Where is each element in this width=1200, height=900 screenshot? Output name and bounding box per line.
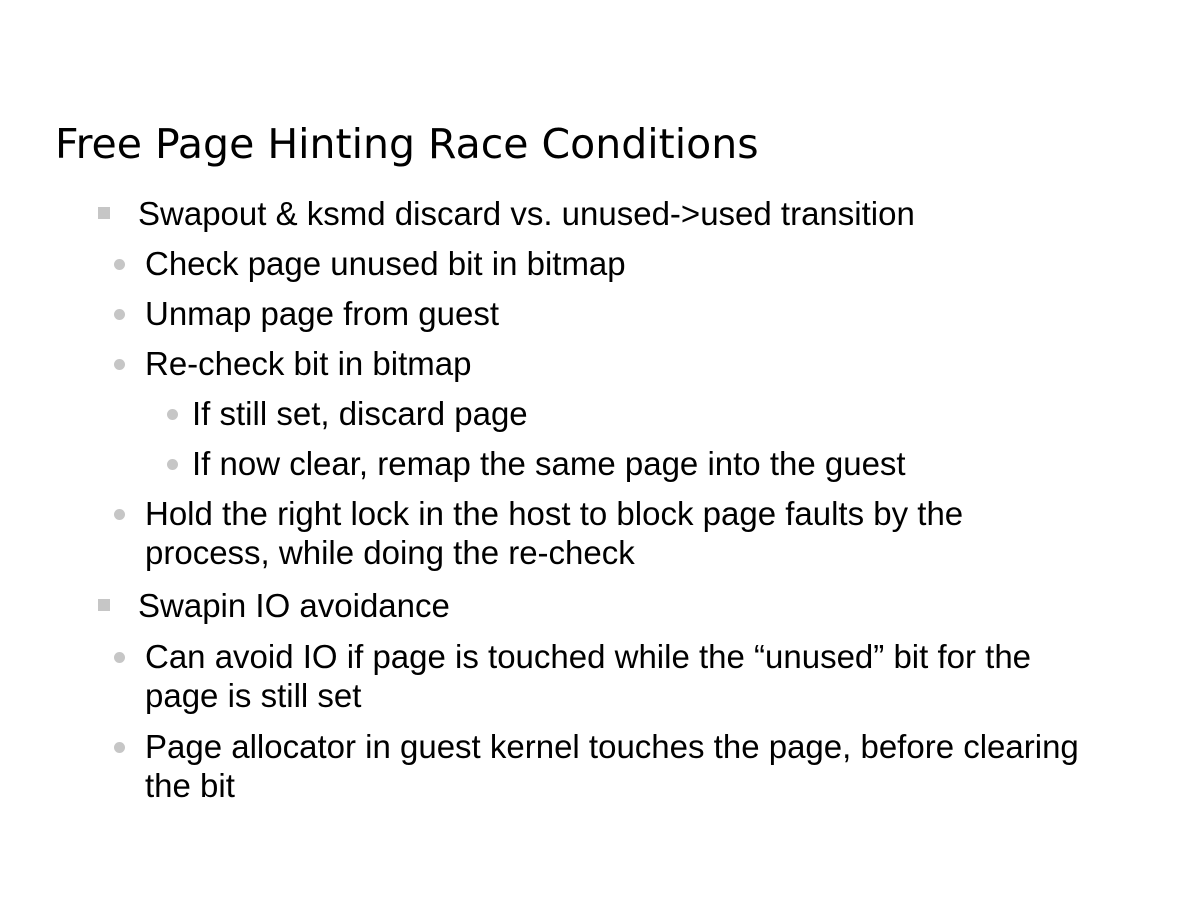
bullet-text: Hold the right lock in the host to block page faults by the process, while doing the re-check: [145, 495, 964, 571]
bullet-item: [138, 194, 1138, 233]
square-bullet-icon: [98, 599, 110, 611]
bullet-text: Page allocator in guest kernel touches the page, before clearing the bit: [145, 728, 1079, 804]
bullet-text: If still set, discard page: [192, 395, 528, 432]
bullet-item: [145, 344, 1085, 383]
bullet-item: [145, 494, 1085, 572]
bullet-item: [145, 727, 1085, 805]
slide-title: Free Page Hinting Race Conditions: [55, 120, 759, 168]
sub-bullet-item: [192, 444, 1092, 483]
bullet-item: [145, 244, 1085, 283]
bullet-text: Re-check bit in bitmap: [145, 345, 472, 382]
sub-bullet-item: [192, 394, 1092, 433]
bullet-item: [145, 637, 1085, 715]
dot-bullet-icon: [114, 259, 125, 270]
bullet-item: [145, 294, 1085, 333]
dot-bullet-icon: [114, 509, 125, 520]
bullet-text: Swapout & ksmd discard vs. unused->used transition: [138, 195, 915, 232]
bullet-text: Unmap page from guest: [145, 295, 500, 332]
dot-bullet-icon: [167, 409, 178, 420]
bullet-text: If now clear, remap the same page into the guest: [192, 445, 906, 482]
dot-bullet-icon: [114, 652, 125, 663]
dot-bullet-icon: [167, 459, 178, 470]
bullet-text: Swapin IO avoidance: [138, 587, 450, 624]
dot-bullet-icon: [114, 742, 125, 753]
square-bullet-icon: [98, 207, 110, 219]
bullet-text: Can avoid IO if page is touched while the “unused” bit for the page is still set: [145, 638, 1032, 714]
bullet-text: Check page unused bit in bitmap: [145, 245, 626, 282]
bullet-item: [138, 586, 1138, 625]
dot-bullet-icon: [114, 309, 125, 320]
dot-bullet-icon: [114, 359, 125, 370]
